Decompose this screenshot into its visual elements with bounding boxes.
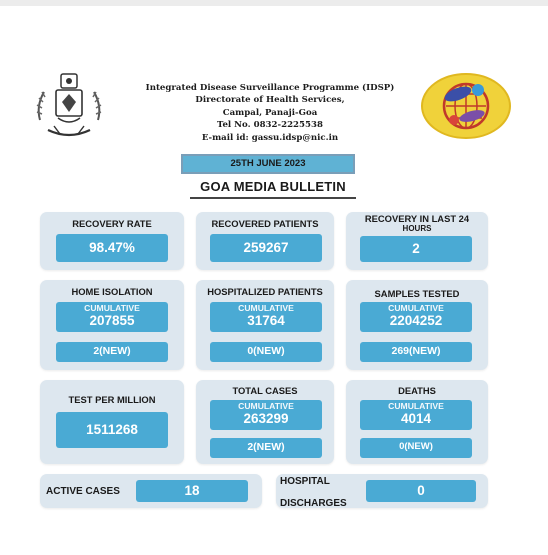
samples-tested-title: SAMPLES TESTED <box>374 288 460 299</box>
hospital-discharges-label <box>280 474 347 516</box>
recovery-last24-title-line2: HOURS <box>402 224 432 233</box>
deaths-sub: CUMULATIVE <box>388 401 444 411</box>
hospitalized-sub: CUMULATIVE <box>238 303 294 313</box>
deaths-card <box>346 380 488 464</box>
home-isolation-cumulative <box>56 302 168 332</box>
hospitalized-new: 0(NEW) <box>210 342 322 362</box>
deaths-title: DEATHS <box>398 385 436 396</box>
recovered-patients-value: 259267 <box>210 234 322 262</box>
title-underline <box>190 197 356 199</box>
top-strip <box>0 0 548 6</box>
recovery-rate-value: 98.47% <box>56 234 168 262</box>
test-per-million-value: 1511268 <box>56 412 168 448</box>
total-cases-cumulative <box>210 400 322 430</box>
samples-tested-card <box>346 280 488 370</box>
total-cases-value: 263299 <box>243 411 289 426</box>
idsp-globe-logo-icon <box>420 72 512 140</box>
test-per-million-card <box>40 380 184 464</box>
recovery-last24-title: RECOVERY IN LAST 24 <box>364 213 470 224</box>
org-line-5: E-mail id: gassu.idsp@nic.in <box>201 132 339 143</box>
hospitalized-cumulative <box>210 302 322 332</box>
hospital-discharges-label-line2: DISCHARGES <box>280 498 347 509</box>
recovered-patients-card <box>196 212 334 270</box>
hospitalized-title: HOSPITALIZED PATIENTS <box>207 286 323 297</box>
hospital-discharges-value: 0 <box>366 480 476 502</box>
organisation-details <box>140 82 400 144</box>
recovered-patients-title: RECOVERED PATIENTS <box>211 218 319 229</box>
home-isolation-new: 2(NEW) <box>56 342 168 362</box>
government-emblem-icon <box>34 70 104 142</box>
deaths-cumulative <box>360 400 472 430</box>
total-cases-new: 2(NEW) <box>210 438 322 458</box>
org-line-4: Tel No. 0832-2225538 <box>217 120 323 131</box>
org-line-1: Integrated Disease Surveillance Programme (IDSP) <box>145 83 395 93</box>
hospitalized-value: 31764 <box>247 313 285 328</box>
date-banner: 25TH JUNE 2023 <box>181 154 355 174</box>
recovery-last24-value: 2 <box>360 236 472 262</box>
samples-tested-sub: CUMULATIVE <box>388 303 444 313</box>
total-cases-card <box>196 380 334 464</box>
recovery-rate-card <box>40 212 184 270</box>
recovery-last24-card <box>346 212 488 270</box>
org-line-2: Directorate of Health Services, <box>195 95 345 106</box>
test-per-million-title: TEST PER MILLION <box>68 394 156 405</box>
samples-tested-cumulative <box>360 302 472 332</box>
home-isolation-title: HOME ISOLATION <box>71 286 153 297</box>
deaths-value: 4014 <box>400 411 432 426</box>
home-isolation-card <box>40 280 184 370</box>
org-line-3: Campal, Panaji-Goa <box>222 107 318 118</box>
active-cases-label: ACTIVE CASES <box>46 486 120 497</box>
hospital-discharges-label-line1: HOSPITAL <box>280 476 330 487</box>
home-isolation-value: 207855 <box>89 313 135 328</box>
total-cases-sub: CUMULATIVE <box>238 401 294 411</box>
total-cases-title: TOTAL CASES <box>232 385 298 396</box>
samples-tested-value: 2204252 <box>389 313 443 328</box>
bulletin-title: GOA MEDIA BULLETIN <box>200 179 346 194</box>
recovery-rate-title: RECOVERY RATE <box>72 218 152 229</box>
active-cases-value: 18 <box>136 480 248 502</box>
home-isolation-sub: CUMULATIVE <box>84 303 140 313</box>
deaths-new: 0(NEW) <box>360 438 472 458</box>
hospitalized-card <box>196 280 334 370</box>
samples-tested-new: 269(NEW) <box>360 342 472 362</box>
